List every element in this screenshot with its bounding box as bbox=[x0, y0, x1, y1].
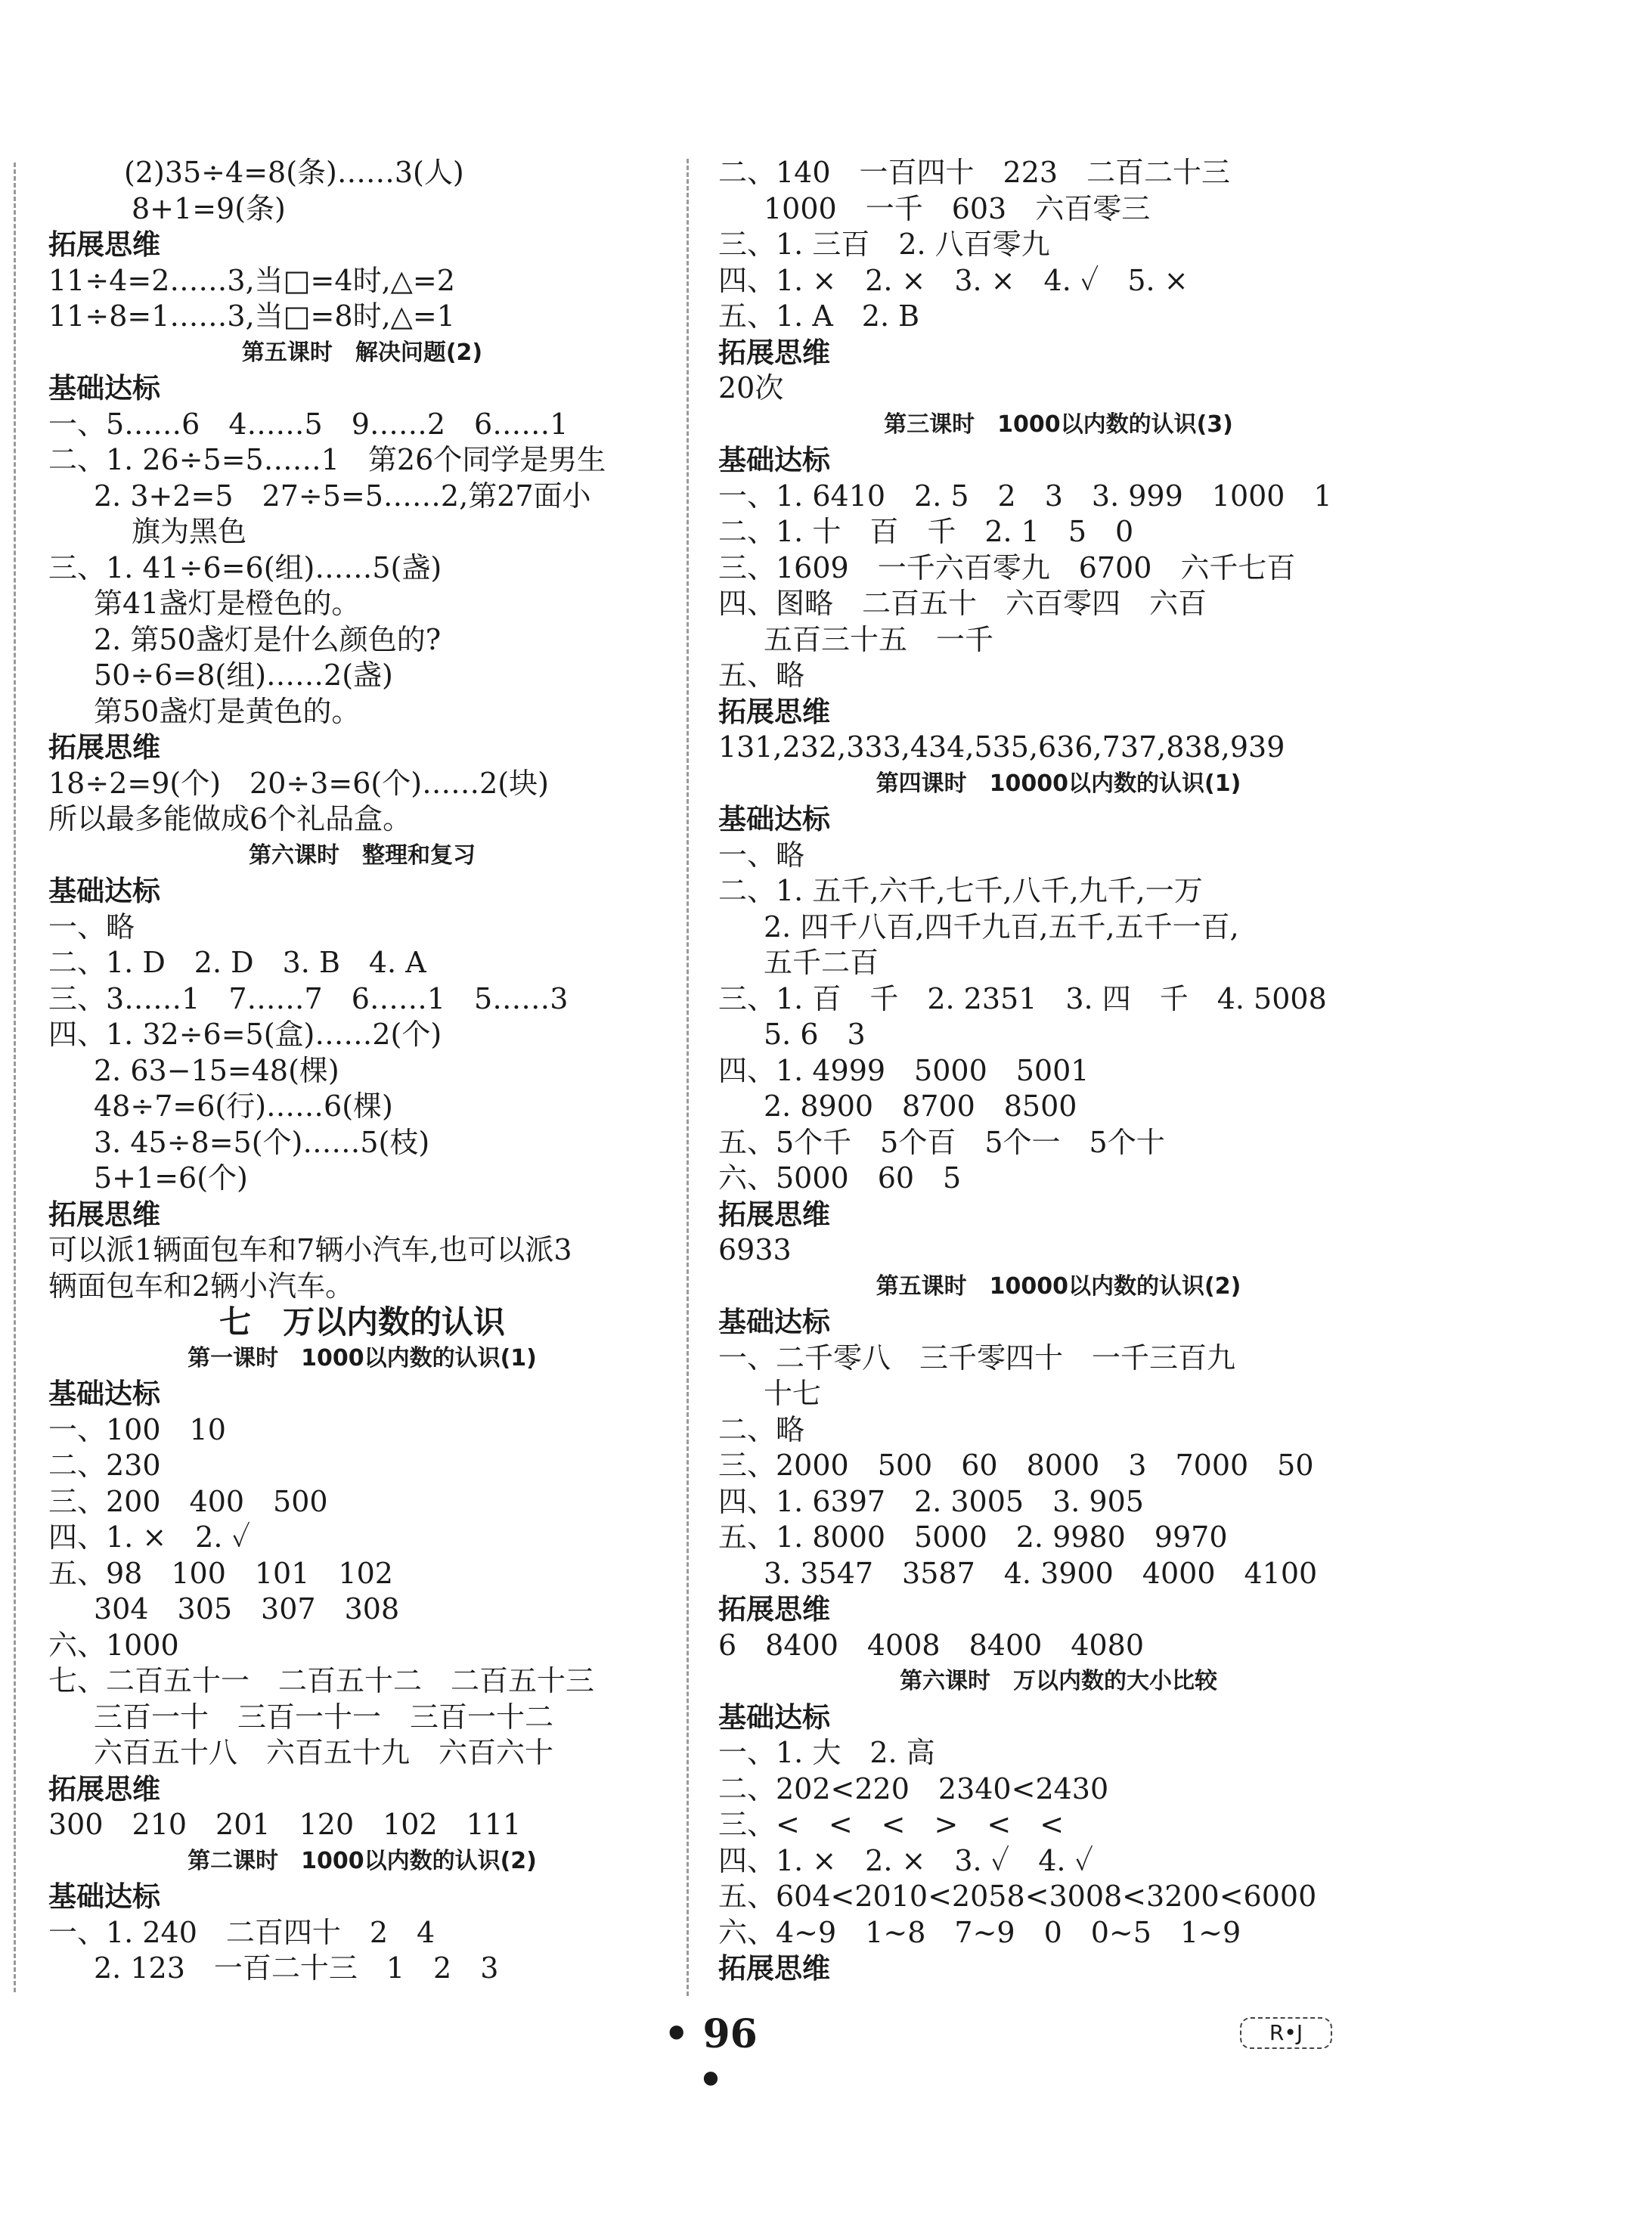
answer-line: 四、1. × 2. × 3. × 4. ✓ 5. × bbox=[718, 263, 1189, 297]
lesson-title: 第三课时 1000以内数的认识(3) bbox=[884, 411, 1233, 438]
section-heading: 拓展思维 bbox=[48, 731, 160, 764]
section-heading: 拓展思维 bbox=[48, 1772, 160, 1805]
section-heading: 基础达标 bbox=[718, 803, 830, 835]
section-heading: 拓展思维 bbox=[718, 1952, 830, 1985]
answer-line: 四、1. 32÷6=5(盒)……2(个) bbox=[48, 1018, 442, 1051]
answer-line: 三、1. 三百 2. 八百零九 bbox=[718, 228, 1050, 261]
answer-line: 三、3……1 7……7 6……1 5……3 bbox=[48, 981, 569, 1015]
answer-line: 2. 63−15=48(棵) bbox=[94, 1053, 339, 1087]
answer-line: 可以派1辆面包车和7辆小汽车,也可以派3 bbox=[48, 1233, 572, 1266]
section-heading: 基础达标 bbox=[48, 875, 160, 907]
left-margin-dashed-line bbox=[14, 163, 16, 1992]
page-number: • 96 • bbox=[664, 2011, 758, 2103]
answer-line: 2. 123 一百二十三 1 2 3 bbox=[94, 1951, 499, 1985]
answer-line: 五千二百 bbox=[764, 946, 879, 979]
answer-line: 五、1. A 2. B bbox=[718, 299, 920, 333]
answer-line: 二、1. 26÷5=5……1 第26个同学是男生 bbox=[48, 443, 606, 476]
answer-line: 20次 bbox=[718, 371, 784, 404]
left-answer-column bbox=[48, 155, 676, 1987]
edition-mark: R•J bbox=[1240, 2017, 1332, 2049]
answer-line: 十七 bbox=[764, 1377, 822, 1410]
lesson-title: 第四课时 10000以内数的认识(1) bbox=[876, 770, 1241, 797]
lesson-title: 第五课时 10000以内数的认识(2) bbox=[876, 1272, 1241, 1300]
answer-line: 六、1000 bbox=[48, 1628, 179, 1662]
answer-line: 二、140 一百四十 223 二百二十三 bbox=[718, 156, 1231, 189]
answer-line: 第50盏灯是黄色的。 bbox=[94, 694, 361, 728]
section-heading: 拓展思维 bbox=[718, 1593, 830, 1626]
section-heading: 基础达标 bbox=[718, 1700, 830, 1734]
answer-line: 2. 3+2=5 27÷5=5……2,第27面小 bbox=[94, 479, 591, 513]
answer-line: 辆面包车和2辆小汽车。 bbox=[48, 1269, 355, 1303]
answer-line: 5+1=6(个) bbox=[94, 1161, 248, 1195]
answer-line: 2. 8900 8700 8500 bbox=[764, 1089, 1077, 1123]
section-heading: 基础达标 bbox=[48, 1880, 160, 1913]
answer-line: 48÷7=6(行)……6(棵) bbox=[94, 1089, 393, 1123]
answer-line: 11÷8=1……3,当□=8时,△=1 bbox=[48, 299, 455, 333]
answer-line: 18÷2=9(个) 20÷3=6(个)……2(块) bbox=[48, 766, 549, 800]
answer-line: 四、1. × 2. × 3. ✓ 4. ✓ bbox=[718, 1843, 1094, 1877]
answer-line: 一、1. 240 二百四十 2 4 bbox=[48, 1915, 435, 1949]
answer-line: 304 305 307 308 bbox=[94, 1592, 400, 1626]
answer-line: 一、5……6 4……5 9……2 6……1 bbox=[48, 407, 569, 441]
section-heading: 拓展思维 bbox=[48, 228, 160, 261]
answer-line: 二、1. 五千,六千,七千,八千,九千,一万 bbox=[718, 874, 1203, 907]
section-heading: 拓展思维 bbox=[718, 1198, 830, 1231]
answer-line: 四、1. × 2. ✓ bbox=[48, 1520, 251, 1554]
answer-line: (2)35÷4=8(条)……3(人) bbox=[124, 156, 464, 189]
answer-line: 四、1. 6397 2. 3005 3. 905 bbox=[718, 1484, 1144, 1518]
answer-line: 3. 45÷8=5(个)……5(枝) bbox=[94, 1125, 430, 1159]
section-heading: 基础达标 bbox=[718, 444, 830, 476]
section-heading: 拓展思维 bbox=[718, 336, 830, 369]
answer-line: 二、略 bbox=[718, 1412, 805, 1446]
answer-line: 旗为黑色 bbox=[132, 515, 247, 548]
answer-line: 三百一十 三百一十一 三百一十二 bbox=[94, 1700, 554, 1734]
answer-line: 六、4~9 1~8 7~9 0 0~5 1~9 bbox=[718, 1915, 1241, 1949]
answer-line: 一、1. 大 2. 高 bbox=[718, 1736, 935, 1769]
answer-line: 一、二千零八 三千零四十 一千三百九 bbox=[718, 1341, 1236, 1375]
answer-line: 6933 bbox=[718, 1233, 792, 1266]
right-answer-column bbox=[718, 155, 1399, 1987]
answer-line: 二、230 bbox=[48, 1449, 161, 1482]
answer-line: 6 8400 4008 8400 4080 bbox=[718, 1628, 1145, 1662]
answer-line: 3. 3547 3587 4. 3900 4000 4100 bbox=[764, 1556, 1318, 1590]
answer-line: 一、略 bbox=[48, 910, 135, 944]
answer-line: 三、1. 百 千 2. 2351 3. 四 千 4. 5008 bbox=[718, 981, 1327, 1015]
section-heading: 基础达标 bbox=[48, 372, 160, 404]
answer-line: 三、200 400 500 bbox=[48, 1484, 328, 1518]
answer-line: 四、图略 二百五十 六百零四 六百 bbox=[718, 587, 1207, 620]
lesson-title: 第六课时 万以内数的大小比较 bbox=[900, 1668, 1217, 1694]
answer-line: 四、1. 4999 5000 5001 bbox=[718, 1053, 1089, 1087]
answer-line: 第41盏灯是橙色的。 bbox=[94, 587, 361, 620]
answer-line: 11÷4=2……3,当□=4时,△=2 bbox=[48, 263, 455, 297]
answer-line: 所以最多能做成6个礼品盒。 bbox=[48, 802, 412, 835]
answer-line: 五百三十五 一千 bbox=[764, 622, 994, 656]
lesson-title: 第二课时 1000以内数的认识(2) bbox=[188, 1847, 537, 1874]
lesson-title: 第五课时 解决问题(2) bbox=[241, 339, 483, 366]
answer-line: 300 210 201 120 102 111 bbox=[48, 1808, 522, 1841]
column-divider-dashed-line bbox=[687, 159, 689, 1996]
answer-line: 三、1609 一千六百零九 6700 六千七百 bbox=[718, 550, 1296, 584]
lesson-title: 第一课时 1000以内数的认识(1) bbox=[188, 1344, 537, 1372]
answer-line: 1000 一千 603 六百零三 bbox=[764, 191, 1151, 225]
answer-line: 8+1=9(条) bbox=[132, 191, 286, 225]
answer-line: 三、2000 500 60 8000 3 7000 50 bbox=[718, 1449, 1314, 1482]
answer-line: 五、98 100 101 102 bbox=[48, 1556, 393, 1590]
answer-line: 五、略 bbox=[718, 659, 805, 692]
section-heading: 基础达标 bbox=[718, 1306, 830, 1338]
answer-line: 五、5个千 5个百 5个一 5个十 bbox=[718, 1125, 1165, 1159]
section-heading: 拓展思维 bbox=[48, 1198, 160, 1231]
answer-line: 2. 四千八百,四千九百,五千,五千一百, bbox=[764, 910, 1239, 944]
answer-line: 六、5000 60 5 bbox=[718, 1161, 962, 1195]
answer-line: 二、202<220 2340<2430 bbox=[718, 1771, 1109, 1805]
answer-line: 2. 第50盏灯是什么颜色的? bbox=[94, 622, 442, 656]
answer-line: 5. 6 3 bbox=[764, 1018, 866, 1051]
answer-line: 二、1. D 2. D 3. B 4. A bbox=[48, 946, 426, 979]
section-heading: 基础达标 bbox=[48, 1378, 160, 1410]
answer-line: 五、604<2010<2058<3008<3200<6000 bbox=[718, 1880, 1317, 1913]
section-heading: 拓展思维 bbox=[718, 695, 830, 728]
answer-line: 50÷6=8(组)……2(盏) bbox=[94, 659, 393, 692]
answer-line: 三、1. 41÷6=6(组)……5(盏) bbox=[48, 550, 442, 584]
answer-line: 131,232,333,434,535,636,737,838,939 bbox=[718, 730, 1285, 764]
lesson-title: 第六课时 整理和复习 bbox=[249, 841, 476, 869]
answer-line: 五、1. 8000 5000 2. 9980 9970 bbox=[718, 1520, 1228, 1554]
answer-line: 一、略 bbox=[718, 838, 805, 872]
answer-line: 一、100 10 bbox=[48, 1412, 226, 1446]
answer-line: 三、< < < > < < bbox=[718, 1808, 1065, 1841]
unit-title: 七 万以内数的认识 bbox=[219, 1303, 505, 1341]
answer-line: 二、1. 十 百 千 2. 1 5 0 bbox=[718, 515, 1134, 548]
answer-line: 六百五十八 六百五十九 六百六十 bbox=[94, 1736, 554, 1769]
answer-line: 七、二百五十一 二百五十二 二百五十三 bbox=[48, 1664, 595, 1697]
answer-line: 一、1. 6410 2. 5 2 3 3. 999 1000 1 bbox=[718, 479, 1332, 513]
